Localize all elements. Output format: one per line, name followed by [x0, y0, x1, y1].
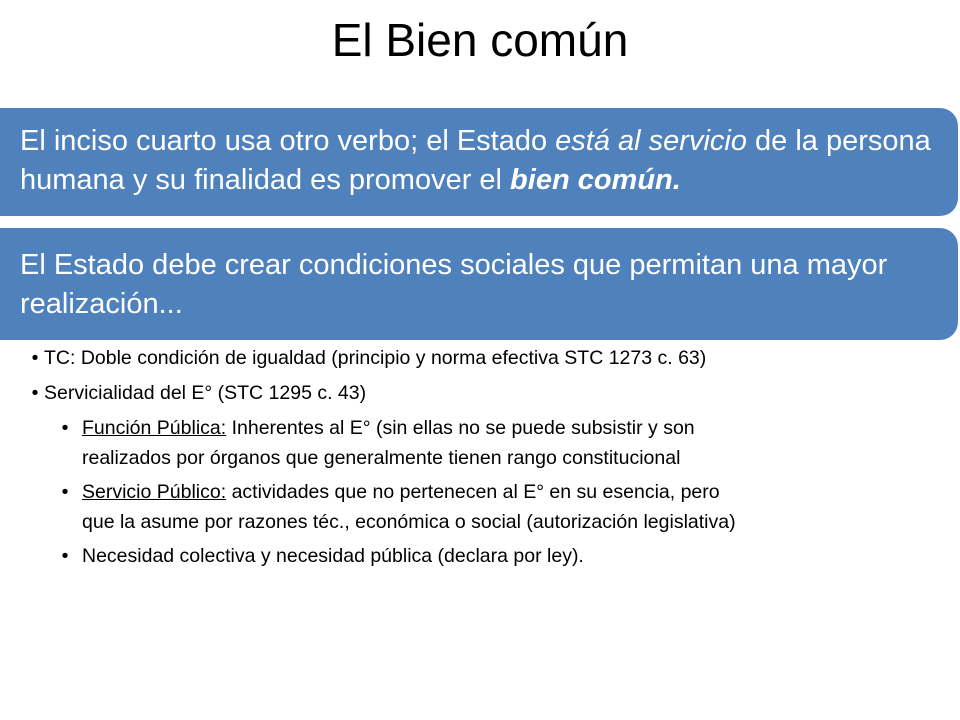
block-2-text: El Estado debe crear condiciones sociales que permitan una mayor realización... [20, 249, 888, 320]
sub-bullet-text: actividades que no pertenecen al E° en su esencia, pero [226, 481, 720, 503]
block-1-text: El inciso cuarto usa otro verbo; el Estado [20, 125, 556, 157]
bullet-text: TC: Doble condición de igualdad (principio y norma efectiva STC 1273 c. 63) [44, 347, 707, 369]
block-1-italic-text: está al servicio [555, 125, 747, 157]
bullet-icon: • [31, 347, 39, 369]
bullet-list [0, 343, 948, 573]
list-item [0, 413, 948, 477]
sub-bullet-text: Inherentes al E° (sin ellas no se puede subsistir y son [226, 417, 695, 439]
smartart-block-1 [0, 108, 958, 216]
block-1-bold-italic-text: bien común. [510, 164, 681, 196]
sub-bullet-text: realizados por órganos que generalmente tienen rango constitucional [82, 447, 681, 469]
block-1-text-cont: de la persona humana y su finalidad es promover el [20, 125, 931, 196]
sub-bullet-text: Necesidad colectiva y necesidad pública (declara por ley). [82, 545, 584, 567]
sub-bullet-label: Servicio Público: [82, 481, 227, 503]
sub-bullet-label: Función Pública: [82, 417, 227, 439]
list-item [0, 378, 948, 413]
bullet-icon: • [61, 417, 69, 439]
bullet-icon: • [31, 382, 39, 404]
smartart-block-2 [0, 228, 958, 340]
bullet-icon: • [61, 545, 69, 567]
bullet-icon: • [61, 481, 69, 503]
slide-title: El Bien común [331, 14, 629, 66]
sub-bullet-text: que la asume por razones téc., económica o social (autorización legislativa) [82, 511, 736, 533]
list-item [0, 541, 948, 573]
bullet-text: Servicialidad del E° (STC 1295 c. 43) [44, 382, 367, 404]
list-item [0, 477, 948, 541]
list-item [0, 343, 948, 378]
